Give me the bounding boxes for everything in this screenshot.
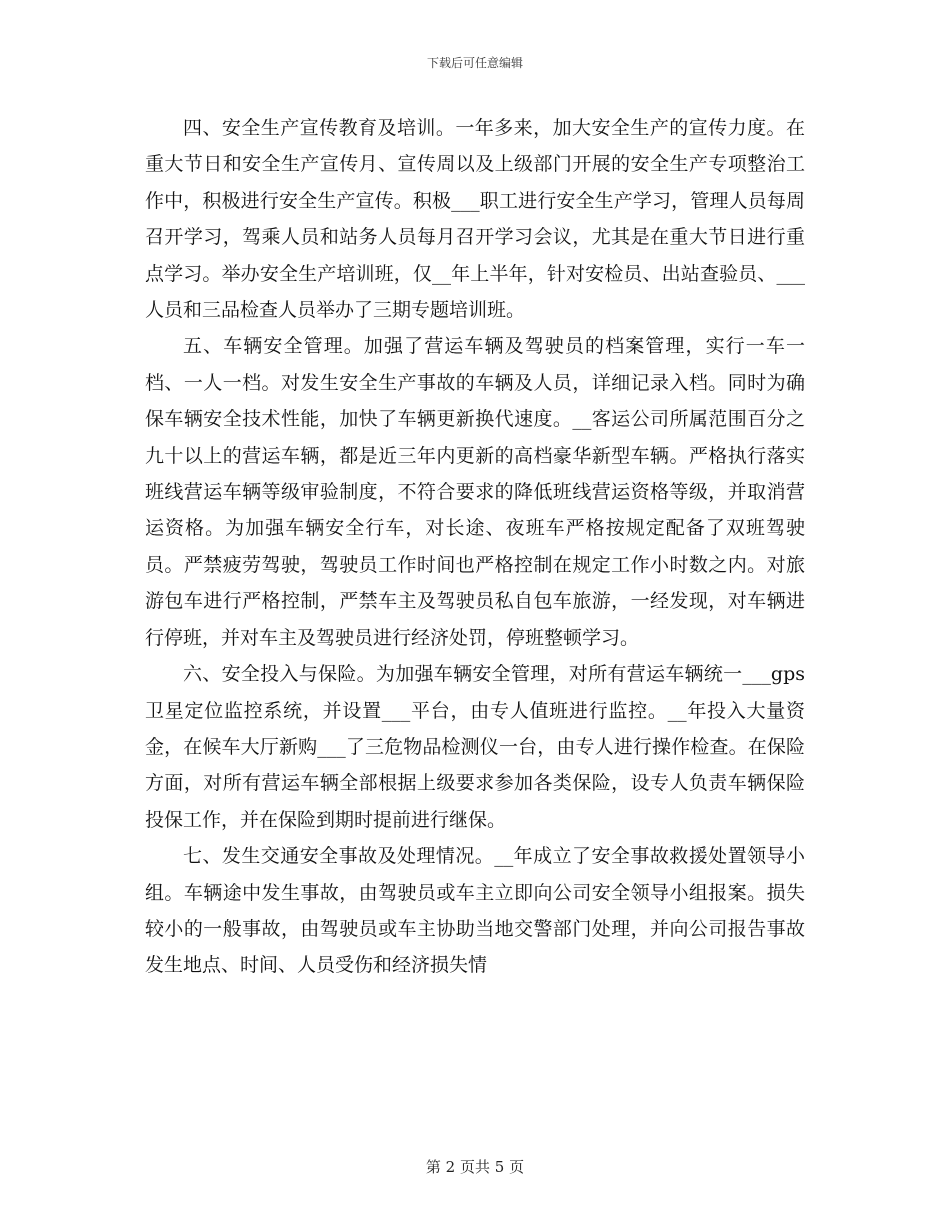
page-number: 第 2 页共 5 页	[425, 1158, 525, 1176]
paragraph-section-4: 四、安全生产宣传教育及培训。一年多来，加大安全生产的宣传力度。在重大节日和安全生产宣传月、宣传周以及上级部门开展的安全生产专项整治工作中，积极进行安全生产宣传。积极___职工进行安全生产学习，管理人员每周召开学习，驾乘人员和站务人员每月召开学习会议，尤其是在重大节日进行重点学习。举办安全生产培训班，仅__年上半年，针对安检员、出站查验员、___人员和三品检查人员举办了三期专题培训班。	[145, 117, 805, 322]
document-body	[145, 110, 805, 984]
paragraph-section-7: 七、发生交通安全事故及处理情况。__年成立了安全事故救援处置领导小组。车辆途中发生事故，由驾驶员或车主立即向公司安全领导小组报案。损失较小的一般事故，由驾驶员或车主协助当地交警部门处理，并向公司报告事故发生地点、时间、人员受伤和经济损失情	[145, 845, 805, 977]
paragraph-section-6: 六、安全投入与保险。为加强车辆安全管理，对所有营运车辆统一___gps卫星定位监控系统，并设置___平台，由专人值班进行监控。__年投入大量资金，在候车大厅新购___了三危物品检测仪一台，由专人进行操作检查。在保险方面，对所有营运车辆全部根据上级要求参加各类保险，设专人负责车辆保险投保工作，并在保险到期时提前进行继保。	[145, 663, 805, 831]
paragraph-section-5: 五、车辆安全管理。加强了营运车辆及驾驶员的档案管理，实行一车一档、一人一档。对发生安全生产事故的车辆及人员，详细记录入档。同时为确保车辆安全技术性能，加快了车辆更新换代速度。__客运公司所属范围百分之九十以上的营运车辆，都是近三年内更新的高档豪华新型车辆。严格执行落实班线营运车辆等级审验制度，不符合要求的降低班线营运资格等级，并取消营运资格。为加强车辆安全行车，对长途、夜班车严格按规定配备了双班驾驶员。严禁疲劳驾驶，驾驶员工作时间也严格控制在规定工作小时数之内。对旅游包车进行严格控制，严禁车主及驾驶员私自包车旅游，一经发现，对车辆进行停班，并对车主及驾驶员进行经济处罚，停班整顿学习。	[145, 335, 805, 649]
page-header: 下载后可任意编辑	[426, 56, 523, 70]
